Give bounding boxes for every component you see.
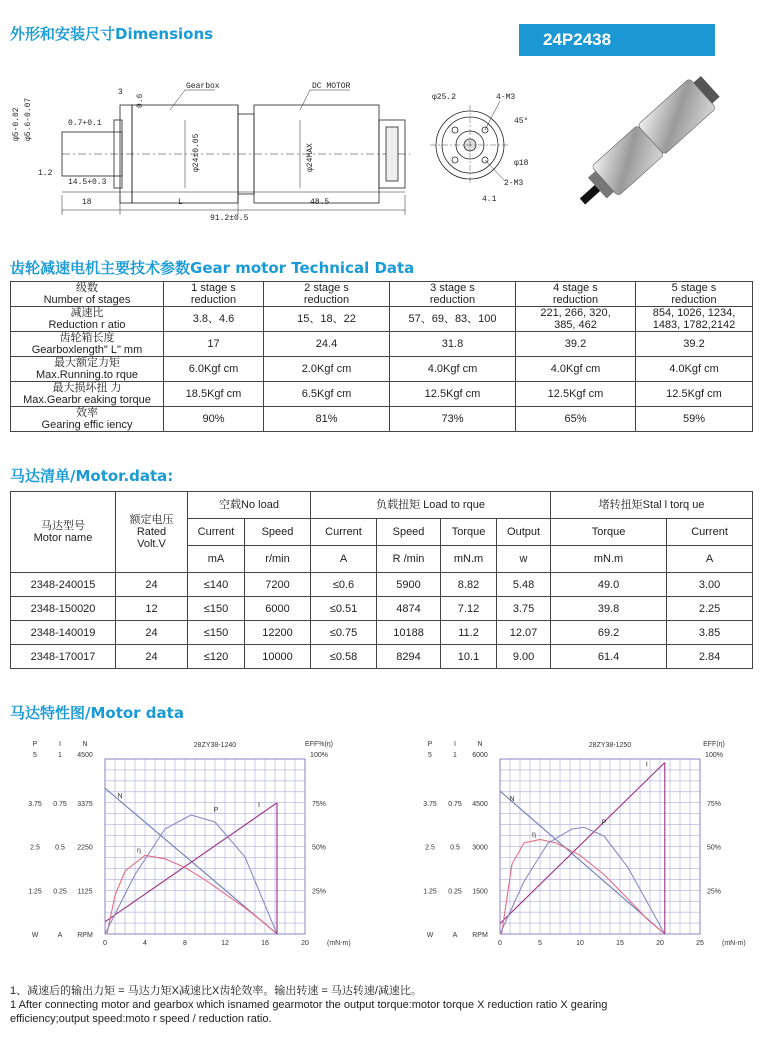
efficiency-curve (502, 840, 665, 935)
axis-top-value: 5 (33, 752, 37, 759)
motor-cell: 9.00 (497, 645, 551, 669)
power-tick: W (31, 932, 39, 939)
speed-tick: 4500 (472, 800, 488, 808)
axis-header: N (477, 741, 483, 748)
series-label-eta: η (532, 831, 536, 839)
motor-cell: 3.00 (667, 573, 753, 597)
table-row (11, 621, 753, 645)
series-label-p: P (601, 819, 607, 827)
axis-top-value: 100% (705, 752, 723, 759)
efficiency-tick: 75% (706, 800, 722, 808)
motor-cell: 2348-240015 (11, 573, 116, 597)
motor-cell: 10.1 (441, 645, 497, 669)
tech-cell: 12.5Kgf cm (516, 382, 636, 407)
motor-cell: 8294 (377, 645, 441, 669)
current-tick: 0.75 (448, 800, 462, 808)
x-tick: 15 (616, 940, 624, 947)
x-tick: 4 (143, 940, 147, 947)
dim-flange-gap: 0.6 (136, 93, 145, 108)
axis-header: I (454, 741, 456, 748)
motor-label: DC MOTOR (312, 82, 351, 91)
tech-cell: 1 stage s reduction (164, 282, 264, 307)
motor-unit: mN.m (551, 546, 667, 573)
tech-cell: 31.8 (390, 332, 516, 357)
dim-gearbox-diameter: φ24±0.05 (192, 133, 201, 172)
dim-offset: 4.1 (482, 195, 497, 204)
motor-cell: 7.12 (441, 597, 497, 621)
motor-subheader: Output (497, 519, 551, 546)
dim-shaft-diameter: φ5-0.02 (12, 107, 21, 141)
x-tick: 20 (656, 940, 664, 947)
dim-angle: 45° (514, 117, 529, 126)
speed-tick: 2250 (77, 844, 93, 852)
tech-cell: 6.0Kgf cm (164, 357, 264, 382)
current-tick: 0.5 (55, 844, 65, 852)
x-tick: 16 (261, 940, 269, 947)
tech-row-label: 减速比 Reduction r atio (11, 307, 164, 332)
product-photo (560, 65, 745, 245)
chart-title: 28ZY38-1250 (588, 742, 632, 749)
model-number-banner: 24P2438 (519, 24, 715, 56)
motor-chart-2 (420, 735, 750, 955)
axis-header: EFF%(η) (305, 741, 333, 748)
motor-cell: ≤0.6 (311, 573, 377, 597)
series-label-i: I (645, 761, 648, 769)
power-tick: W (426, 932, 434, 939)
dimensions-title: 外形和安装尺寸Dimensions (10, 25, 214, 43)
motor-cell: 24 (116, 621, 188, 645)
speed-tick: RPM (77, 932, 93, 939)
axis-header: I (59, 741, 61, 748)
dim-shaft-length: 18 (82, 198, 92, 207)
power-tick: 2.5 (425, 844, 435, 852)
motor-cell: 39.8 (551, 597, 667, 621)
tech-cell: 39.2 (636, 332, 753, 357)
efficiency-tick: 75% (311, 800, 327, 808)
motor-cell: 11.2 (441, 621, 497, 645)
tech-row (11, 307, 753, 332)
axis-header: P (32, 741, 38, 748)
motor-cell: 4874 (377, 597, 441, 621)
series-label-n: N (509, 796, 515, 804)
motor-cell: 7200 (245, 573, 311, 597)
motor-subheader: Speed (377, 519, 441, 546)
tech-row-label: 齿轮箱长度 Gearboxlength" L" mm (11, 332, 164, 357)
motor-cell: ≤0.75 (311, 621, 377, 645)
tech-cell: 12.5Kgf cm (390, 382, 516, 407)
dim-gearbox-length: L (178, 198, 183, 207)
speed-tick: 1500 (472, 888, 488, 896)
tech-cell: 59% (636, 407, 753, 432)
tech-cell: 73% (390, 407, 516, 432)
axis-header: N (82, 741, 88, 748)
tech-cell: 90% (164, 407, 264, 432)
x-tick: 0 (103, 940, 107, 947)
noload-header: 空载No load (188, 492, 311, 519)
tech-cell: 854, 1026, 1234, 1483, 1782,2142 (636, 307, 753, 332)
motor-unit: R /min (377, 546, 441, 573)
power-curve (105, 815, 277, 934)
motor-subheader: Current (188, 519, 245, 546)
motor-cell: ≤140 (188, 573, 245, 597)
axis-top-value: 5 (428, 752, 432, 759)
motor-cell: 2348-150020 (11, 597, 116, 621)
power-tick: 1.25 (28, 888, 42, 896)
motor-subheader: Current (311, 519, 377, 546)
motor-cell: 12 (116, 597, 188, 621)
speed-tick: 3375 (77, 800, 93, 808)
tech-cell: 4.0Kgf cm (390, 357, 516, 382)
current-tick: 0.5 (450, 844, 460, 852)
tech-row (11, 282, 753, 307)
tech-cell: 57、69、83、100 (390, 307, 516, 332)
motor-cell: 61.4 (551, 645, 667, 669)
axis-top-value: 6000 (472, 752, 488, 759)
x-tick: 25 (696, 940, 704, 947)
motor-cell: 3.75 (497, 597, 551, 621)
tech-cell: 2.0Kgf cm (264, 357, 390, 382)
tech-data-title: 齿轮减速电机主要技术参数Gear motor Technical Data (10, 259, 415, 277)
motor-cell: ≤150 (188, 597, 245, 621)
tech-cell: 24.4 (264, 332, 390, 357)
motor-cell: 2348-170017 (11, 645, 116, 669)
x-tick: 12 (221, 940, 229, 947)
power-tick: 1.25 (423, 888, 437, 896)
tech-row (11, 332, 753, 357)
efficiency-tick: 25% (311, 888, 327, 896)
speed-tick: 3000 (472, 844, 488, 852)
tech-cell: 4 stage s reduction (516, 282, 636, 307)
power-tick: 3.75 (28, 800, 42, 808)
dim-mount-holes: 4-M3 (496, 93, 516, 102)
motor-data-title: 马达清单/Motor.data: (10, 467, 174, 485)
power-tick: 2.5 (30, 844, 40, 852)
table-row (11, 573, 753, 597)
speed-tick: 1125 (77, 888, 93, 896)
motor-cell: 3.85 (667, 621, 753, 645)
motor-cell: 10188 (377, 621, 441, 645)
load-header: 负载扭矩 Load to rque (311, 492, 551, 519)
series-label-p: P (213, 807, 219, 814)
footer-note-en-1: 1 After connecting motor and gearbox which isnamed gearmotor the output torque:motor torque X reduction ratio X gearing (10, 999, 608, 1011)
speed-tick: RPM (472, 932, 488, 939)
tech-cell: 18.5Kgf cm (164, 382, 264, 407)
tech-cell: 221, 266, 320, 385, 462 (516, 307, 636, 332)
charts-title: 马达特性图/Motor data (10, 704, 184, 722)
tech-cell: 5 stage s reduction (636, 282, 753, 307)
motor-cell: 69.2 (551, 621, 667, 645)
efficiency-tick: 25% (706, 888, 722, 896)
axis-top-value: 1 (453, 752, 457, 759)
footer-note-cn: 1、减速后的输出力矩 = 马达力矩X减速比X齿轮效率。输出转速 = 马达转速/减速比。 (10, 985, 422, 997)
current-tick: 0.25 (448, 888, 462, 896)
motor-cell: 5900 (377, 573, 441, 597)
motor-subheader: Torque (441, 519, 497, 546)
tech-cell: 39.2 (516, 332, 636, 357)
x-tick: 8 (183, 940, 187, 947)
current-curve (105, 803, 277, 922)
series-label-n: N (117, 793, 123, 801)
power-tick: 3.75 (423, 800, 437, 808)
x-unit: (mN-m) (327, 940, 351, 947)
tech-cell: 81% (264, 407, 390, 432)
tech-cell: 65% (516, 407, 636, 432)
motor-cell: 12.07 (497, 621, 551, 645)
dim-total-length: 91.2±0.5 (210, 214, 249, 220)
dimension-drawing-side (10, 80, 430, 220)
dim-shaft-diameter-2: φ5.6-0.07 (24, 97, 33, 141)
motor-chart-1 (25, 735, 360, 955)
tech-row (11, 357, 753, 382)
motor-unit: mN.m (441, 546, 497, 573)
motor-subheader: Torque (551, 519, 667, 546)
tech-cell: 3 stage s reduction (390, 282, 516, 307)
tech-row (11, 382, 753, 407)
x-tick: 20 (301, 940, 309, 947)
motor-unit: mA (188, 546, 245, 573)
motor-unit: A (667, 546, 753, 573)
series-label-eta: η (137, 847, 141, 855)
motor-cell: 6000 (245, 597, 311, 621)
motor-cell: 2.25 (667, 597, 753, 621)
motor-subheader: Current (667, 519, 753, 546)
tech-data-table (10, 281, 753, 432)
motor-unit: r/min (245, 546, 311, 573)
axis-top-value: 1 (58, 752, 62, 759)
motor-cell: ≤0.51 (311, 597, 377, 621)
axis-header: P (427, 741, 433, 748)
footer-note-en-2: efficiency;output speed:moto r speed / reduction ratio. (10, 1013, 272, 1025)
motor-subheader: Speed (245, 519, 311, 546)
chart-title: 28ZY38-1240 (193, 742, 237, 749)
motor-cell: 10000 (245, 645, 311, 669)
current-tick: A (452, 932, 458, 939)
motor-cell: 5.48 (497, 573, 551, 597)
motor-name-header: 马达型号 Motor name (11, 492, 116, 573)
dim-flat-depth: 0.7+0.1 (68, 119, 102, 128)
dim-motor-length: 48.5 (310, 198, 330, 207)
tech-cell: 6.5Kgf cm (264, 382, 390, 407)
tech-row-label: 最大额定力矩 Max.Running.to rque (11, 357, 164, 382)
table-row (11, 597, 753, 621)
motor-cell: 49.0 (551, 573, 667, 597)
motor-cell: 12200 (245, 621, 311, 645)
motor-cell: 24 (116, 645, 188, 669)
motor-cell: 2348-140019 (11, 621, 116, 645)
motor-data-table (10, 491, 753, 669)
tech-row-label: 级数 Number of stages (11, 282, 164, 307)
tech-row-label: 效率 Gearing effic iency (11, 407, 164, 432)
axis-top-value: 100% (310, 752, 328, 759)
current-tick: 0.75 (53, 800, 67, 808)
motor-cell: ≤120 (188, 645, 245, 669)
tech-cell: 12.5Kgf cm (636, 382, 753, 407)
dim-shaft-offset: 1.2 (38, 169, 53, 178)
tech-cell: 3.8、4.6 (164, 307, 264, 332)
dim-flat-length: 14.5+0.3 (68, 178, 107, 187)
dim-pitch-diameter: φ18 (514, 159, 529, 168)
dim-motor-diameter: φ24MAX (306, 143, 315, 172)
stall-header: 堵转扭矩Stal l torq ue (551, 492, 753, 519)
tech-row-label: 最大损坏扭 力 Max.Gearbr eaking torque (11, 382, 164, 407)
tech-cell: 4.0Kgf cm (636, 357, 753, 382)
motor-cell: 24 (116, 573, 188, 597)
current-tick: 0.25 (53, 888, 67, 896)
axis-top-value: 4500 (77, 752, 93, 759)
x-tick: 5 (538, 940, 542, 947)
axis-header: EFF(η) (703, 741, 725, 748)
dim-flange-width: 3 (118, 88, 123, 97)
gearbox-label: Gearbox (186, 82, 220, 91)
rated-voltage-header: 额定电压 Rated Volt.V (116, 492, 188, 573)
efficiency-tick: 50% (706, 844, 722, 852)
motor-unit: w (497, 546, 551, 573)
current-tick: A (57, 932, 63, 939)
tech-cell: 17 (164, 332, 264, 357)
table-row (11, 645, 753, 669)
motor-cell: 2.84 (667, 645, 753, 669)
motor-unit: A (311, 546, 377, 573)
efficiency-curve (107, 855, 277, 934)
x-unit: (mN-m) (722, 940, 746, 947)
tech-cell: 2 stage s reduction (264, 282, 390, 307)
tech-cell: 15、18、22 (264, 307, 390, 332)
tech-cell: 4.0Kgf cm (516, 357, 636, 382)
motor-cell: ≤150 (188, 621, 245, 645)
series-label-i: I (258, 801, 260, 809)
tech-row (11, 407, 753, 432)
motor-cell: 8.82 (441, 573, 497, 597)
efficiency-tick: 50% (311, 844, 327, 852)
dimension-drawing-front (430, 85, 545, 210)
dim-front-diameter: φ25.2 (432, 93, 457, 102)
x-tick: 0 (498, 940, 502, 947)
x-tick: 10 (576, 940, 584, 947)
dim-terminal-holes: 2-M3 (504, 179, 524, 188)
motor-cell: ≤0.58 (311, 645, 377, 669)
